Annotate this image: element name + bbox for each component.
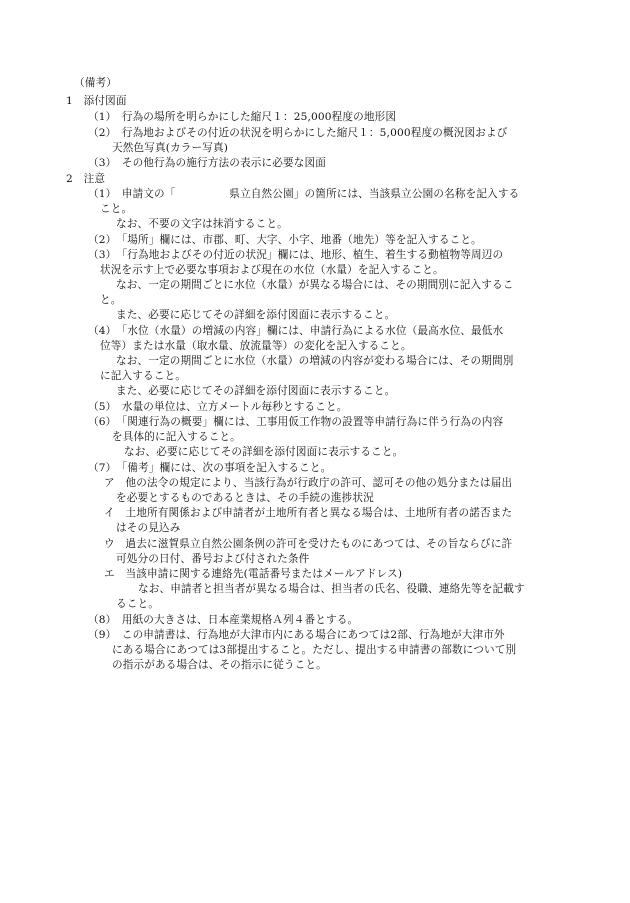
note-line: の指示がある場合は、その指示に従うこと。 [112, 659, 327, 671]
note-line: （3） その他行為の施行方法の表示に必要な図面 [88, 157, 326, 169]
note-line: なお、必要に応じてその詳細を添付図面に表示すること。 [124, 446, 404, 458]
note-line: 可処分の日付、番号および付された条件 [116, 553, 310, 565]
note-line: 1 添付図面 [66, 95, 127, 107]
note-line: （3） 「行為地およびその付近の状況」欄には、地形、植生、着生する動植物等周辺の [88, 249, 504, 261]
note-line: 2 注意 [66, 173, 106, 185]
note-line: （9） この申請書は、行為地が大津市内にある場合にあつては2部、行為地が大津市外 [88, 629, 505, 641]
note-line: ア 他の法令の規定により、当該行為が行政庁の許可、認可その他の処分または届出 [104, 477, 513, 489]
note-line: なお、不要の文字は抹消すること。 [116, 218, 288, 230]
note-line: （2） 「場所」欄には、市郡、町、大字、小字、地番（地先）等を記入すること。 [88, 234, 482, 246]
note-line: エ 当該申請に関する連絡先(電話番号またはメールアドレス) [104, 568, 403, 580]
note-line: また、必要に応じてその詳細を添付図面に表示すること。 [116, 309, 396, 321]
note-line: また、必要に応じてその詳細を添付図面に表示すること。 [116, 385, 396, 397]
note-line: にある場合にあつては3部提出すること。ただし、提出する申請書の部数について別 [112, 644, 517, 656]
note-line: ること。 [116, 598, 159, 610]
note-line: こと。 [100, 203, 133, 215]
note-line: なお、一定の期間ごとに水位（水量）の増減の内容が変わる場合には、その期間別 [116, 355, 514, 367]
note-line: イ 土地所有関係および申請者が土地所有者と異なる場合は、土地所有者の諾否また [104, 507, 513, 519]
notes-heading: （備考） [74, 77, 117, 89]
note-line: なお、申請者と担当者が異なる場合は、担当者の氏名、役職、連絡先等を記載す [138, 583, 525, 595]
note-line: ウ 過去に滋賀県立自然公園条例の許可を受けたものにあつては、その旨ならびに許 [104, 538, 513, 550]
note-line: （1） 申請文の「 県立自然公園」の箇所には、当該県立公園の名称を記入する [88, 188, 520, 200]
note-line: に記入すること。 [100, 370, 186, 382]
note-line: （2） 行為地およびその付近の状況を明らかにした縮尺１：5,000程度の概況図および [88, 127, 508, 139]
note-line: なお、一定の期間ごとに水位（水量）が異なる場合には、その期間別に記入するこ [116, 279, 514, 291]
note-line: と。 [100, 294, 122, 306]
note-line: （5） 水量の単位は、立方メートル毎秒とすること。 [88, 401, 348, 413]
note-line: 状況を示す上で必要な事項および現在の水位（水量）を記入すること。 [100, 264, 444, 276]
note-line: （6） 「関連行為の概要」欄には、工事用仮工作物の設置等申請行為に伴う行為の内容 [88, 416, 504, 428]
note-line: 天然色写真(カラー写真) [112, 142, 229, 154]
note-line: （1） 行為の場所を明らかにした縮尺１：25,000程度の地形図 [88, 111, 397, 123]
note-line: （4） 「水位（水量）の増減の内容」欄には、申請行為による水位（最高水位、最低水 [88, 325, 504, 337]
note-line: 位等）または水量（取水量、放流量等）の変化を記入すること。 [100, 340, 412, 352]
note-line: を必要とするものであるときは、その手続の進捗状況 [116, 492, 374, 504]
note-line: はその見込み [116, 522, 181, 534]
note-line: （7） 「備考」欄には、次の事項を記入すること。 [88, 462, 332, 474]
note-line: （8） 用紙の大きさは、日本産業規格Ａ列４番とする。 [88, 614, 359, 626]
note-line: を具体的に記入すること。 [112, 431, 241, 443]
